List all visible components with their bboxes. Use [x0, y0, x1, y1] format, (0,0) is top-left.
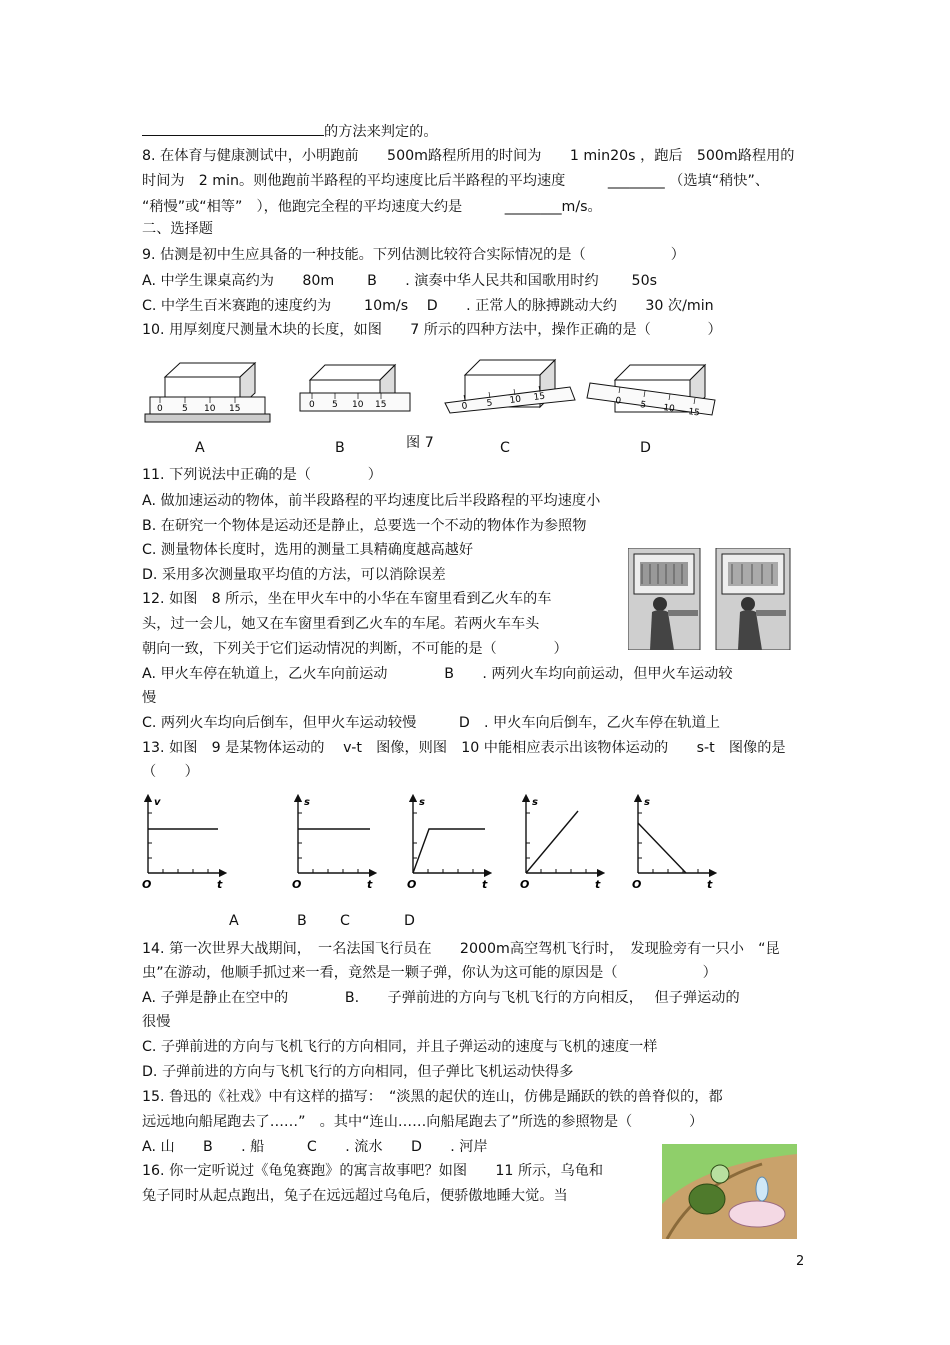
ruler-tick: 10: [509, 394, 522, 406]
axis-label-s: s: [419, 797, 425, 808]
ruler-tick: 5: [486, 398, 494, 409]
figure-7-option-a: [145, 363, 270, 422]
text-content: A. 做加速运动的物体，前半段路程的平均速度比后半段路程的平均速度小: [142, 493, 601, 509]
graph-d: [632, 797, 713, 891]
figure-7-label-b: B: [335, 440, 345, 456]
text-line-l23: [142, 939, 780, 959]
text-line-l03: [142, 171, 769, 191]
text-content: 朝向一致，下列关于它们运动情况的判断，不可能的是（ ）: [142, 641, 568, 657]
text-line-l22: [142, 762, 199, 782]
ruler-tick: 5: [332, 400, 338, 410]
text-content: 13. 如图 9 是某物体运动的 v-t 图像，则图 10 中能相应表示出该物体运动的 s-t 图像的是: [142, 740, 786, 756]
axis-label-s: s: [532, 797, 538, 808]
text-line-l15: [142, 589, 552, 609]
axis-label-s: s: [644, 797, 650, 808]
figure-7-label-c: C: [500, 440, 510, 456]
ruler-tick: 10: [204, 404, 216, 414]
text-line-l14: [142, 565, 446, 585]
text-line-l29: [142, 1087, 723, 1107]
text-content: A. 甲火车停在轨道上，乙火车向前运动 B . 两列火车均向前运动，但甲火车运动较: [142, 666, 733, 682]
text-line-l33: [142, 1186, 568, 1206]
text-content: D. 采用多次测量取平均值的方法，可以消除误差: [142, 567, 446, 583]
text-content: 10. 用厚刻度尺测量木块的长度，如图 7 所示的四种方法中，操作正确的是（ ）: [142, 322, 722, 338]
text-content: 时间为 2 min。则他跑前半路程的平均速度比后半路程的平均速度 ________ （选填“稍快”、: [142, 173, 770, 189]
text-line-l05: [142, 219, 213, 239]
text-content: C. 中学生百米赛跑的速度约为 10m/s D . 正常人的脉搏跳动大约 30 次/min: [142, 298, 714, 314]
axis-label-v: v: [154, 797, 161, 808]
ruler-tick: 10: [662, 403, 676, 415]
text-line-l10: [142, 465, 382, 485]
text-line-l17: [142, 639, 568, 659]
origin-label: O: [632, 878, 642, 891]
text-line-l20: [142, 713, 720, 733]
text-content: 16. 你一定听说过《龟兔赛跑》的寓言故事吧？如图 11 所示，乌龟和: [142, 1163, 604, 1179]
text-line-l30: [142, 1112, 703, 1132]
text-line-l21: [142, 738, 786, 758]
text-line-l02: [142, 146, 794, 166]
text-line-l16: [142, 614, 539, 634]
origin-label: O: [142, 878, 152, 891]
text-content: 14. 第一次世界大战期间， 一名法国飞行员在 2000m高空驾机飞行时， 发现脸旁有一只小 “昆: [142, 941, 780, 957]
ruler-tick: 15: [375, 400, 387, 410]
origin-label: O: [520, 878, 530, 891]
text-content: C. 测量物体长度时，选用的测量工具精确度越高越好: [142, 542, 474, 558]
figure-9-10-graphs: [138, 793, 718, 893]
text-content: 12. 如图 8 所示，坐在甲火车中的小华在车窗里看到乙火车的车: [142, 591, 552, 607]
text-content: “稍慢”或“相等” ），他跑完全程的平均速度大约是 ________m/s。: [142, 199, 602, 215]
text-line-l09: [142, 320, 722, 340]
text-content: 9. 估测是初中生应具备的一种技能。下列估测比较符合实际情况的是（ ）: [142, 247, 685, 263]
axis-label-t: t: [707, 878, 713, 891]
ruler-tick: 15: [687, 407, 701, 419]
graph-label-b: B: [297, 913, 307, 929]
text-content: 远远地向船尾跑去了……” 。其中“连山……向船尾跑去了”所选的参照物是（ ）: [142, 1114, 704, 1130]
axis-label-s: s: [304, 797, 310, 808]
axis-label-t: t: [595, 878, 601, 891]
axis-label-t: t: [217, 878, 223, 891]
text-content: A. 子弹是静止在空中的 B. 子弹前进的方向与飞机飞行的方向相反， 但子弹运动的: [142, 990, 740, 1006]
text-line-l19: [142, 688, 156, 708]
ruler-tick: 5: [639, 400, 647, 411]
text-line-l13: [142, 540, 473, 560]
ruler-tick: 0: [157, 404, 163, 414]
graph-a: [292, 797, 373, 891]
figure-7-caption: 图 7: [406, 435, 434, 451]
answer-blank[interactable]: [142, 120, 324, 136]
graph-c: [520, 797, 601, 891]
ruler-tick: 5: [182, 404, 188, 414]
origin-label: O: [407, 878, 417, 891]
ruler-tick: 15: [533, 391, 546, 403]
text-line-l04: [142, 197, 602, 217]
text-content: 8. 在体育与健康测试中，小明跑前 500m路程所用的时间为 1 min20s ，跑后 500m路程用的: [142, 148, 795, 164]
hare-icon: [729, 1201, 785, 1227]
text-content: C. 子弹前进的方向与飞机飞行的方向相同，并且子弹运动的速度与飞机的速度一样: [142, 1039, 658, 1055]
text-content: 的方法来判定的。: [324, 124, 438, 140]
text-line-l24: [142, 963, 717, 983]
text-content: C. 两列火车均向后倒车，但甲火车运动较慢 D . 甲火车向后倒车，乙火车停在轨道上: [142, 715, 720, 731]
text-line-l07: [142, 271, 657, 291]
text-line-l31: [142, 1137, 488, 1157]
graph-v-t: [142, 797, 223, 891]
text-line-l01: [142, 120, 438, 142]
figure-7-option-b: [300, 365, 410, 411]
graph-label-d: D: [404, 913, 415, 929]
text-line-l32: [142, 1161, 603, 1181]
text-line-l25: [142, 988, 740, 1008]
text-line-l06: [142, 245, 685, 265]
text-content: （ ）: [142, 764, 199, 780]
text-content: 慢: [142, 690, 157, 706]
text-content: 11. 下列说法中正确的是（ ）: [142, 467, 382, 483]
figure-7-option-d: [587, 365, 715, 419]
ruler-tick: 10: [352, 400, 364, 410]
figure-7-option-c: [445, 360, 575, 413]
axis-label-t: t: [367, 878, 373, 891]
text-content: 二、选择题: [142, 221, 213, 237]
text-line-l18: [142, 664, 733, 684]
text-line-l08: [142, 296, 714, 316]
text-line-l28: [142, 1062, 573, 1082]
ruler-tick: 0: [614, 396, 622, 407]
text-content: B. 在研究一个物体是运动还是静止，总要选一个不动的物体作为参照物: [142, 518, 587, 534]
graph-label-c: C: [340, 913, 350, 929]
text-content: D. 子弹前进的方向与飞机飞行的方向相同，但子弹比飞机运动快得多: [142, 1064, 574, 1080]
text-content: 虫”在游动，他顺手抓过来一看，竟然是一颗子弹，你认为这可能的原因是（ ）: [142, 965, 717, 981]
text-content: 兔子同时从起点跑出，兔子在远远超过乌龟后，便骄傲地睡大觉。当: [142, 1188, 568, 1204]
ruler-tick: 15: [229, 404, 241, 414]
figure-7-label-a: A: [195, 440, 205, 456]
text-line-l27: [142, 1037, 658, 1057]
text-content: 很慢: [142, 1014, 171, 1030]
text-content: 头，过一会儿，她又在车窗里看到乙火车的车尾。若两火车车头: [142, 616, 540, 632]
text-line-l11: [142, 491, 600, 511]
graph-b: [407, 797, 488, 891]
text-content: A. 中学生课桌高约为 80m B . 演奏中华人民共和国歌用时约 50s: [142, 273, 658, 289]
text-content: 15. 鲁迅的《社戏》中有这样的描写： “淡黑的起伏的连山，仿佛是踊跃的铁的兽脊似的，都: [142, 1089, 723, 1105]
graph-label-a: A: [229, 913, 239, 929]
ruler-tick: 0: [309, 400, 315, 410]
figure-7-label-d: D: [640, 440, 651, 456]
figure-8-train-photos: [628, 548, 793, 650]
origin-label: O: [292, 878, 302, 891]
tortoise-icon: [689, 1184, 725, 1214]
axis-label-t: t: [482, 878, 488, 891]
text-line-l12: [142, 516, 586, 536]
text-content: A. 山 B . 船 C . 流水 D . 河岸: [142, 1139, 488, 1155]
ruler-tick: 0: [461, 401, 469, 412]
text-line-l26: [142, 1012, 170, 1032]
page-number: 2: [796, 1254, 805, 1269]
figure-11-tortoise-hare: [662, 1144, 797, 1239]
